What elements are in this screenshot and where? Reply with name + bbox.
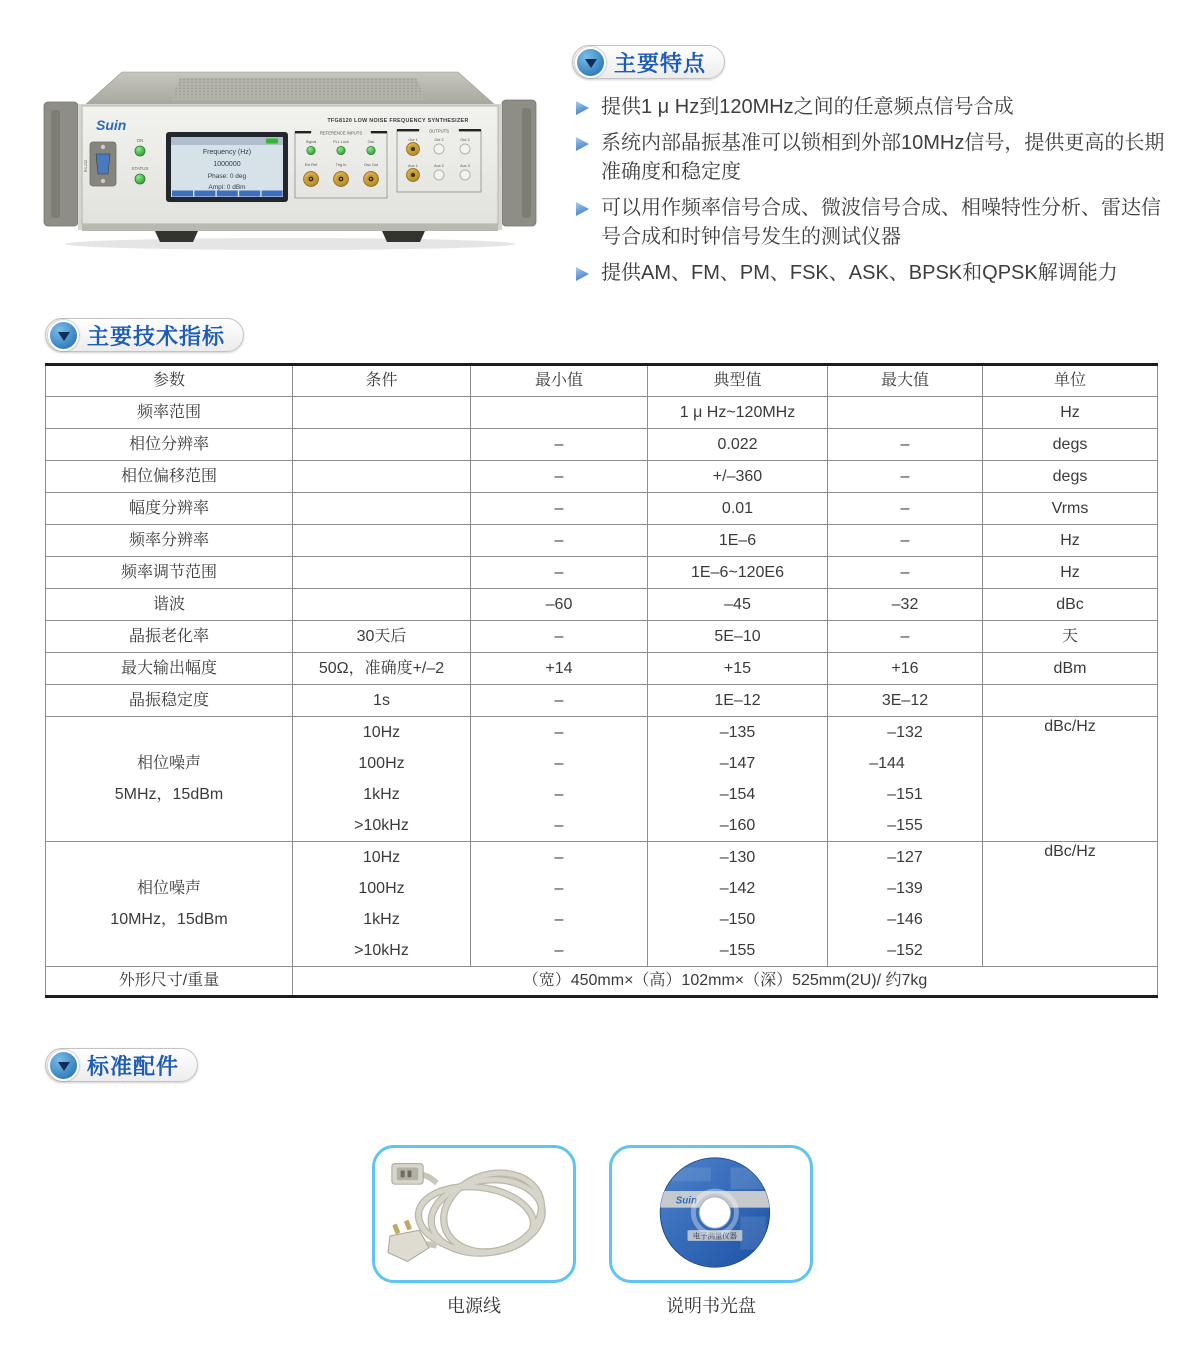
osc-led bbox=[367, 146, 375, 154]
column-header: 最小值 bbox=[471, 365, 648, 397]
aux3-connector[interactable] bbox=[460, 170, 470, 180]
device-shadow bbox=[65, 238, 515, 250]
bullet-triangle-icon bbox=[576, 267, 589, 281]
cell: 相位分辨率 bbox=[46, 429, 293, 461]
features-heading: 主要特点 bbox=[614, 50, 707, 76]
dimensions-row bbox=[46, 967, 1158, 997]
cell: 频率调节范围 bbox=[46, 557, 293, 589]
specs-heading-badge bbox=[45, 318, 244, 352]
accessory-label: 说明书光盘 bbox=[666, 1296, 756, 1316]
accessory-power-cable bbox=[372, 1145, 576, 1318]
model-title: TFG8120 LOW NOISE FREQUENCY SYNTHESIZER bbox=[327, 118, 469, 124]
aux3-label: Aux 3 bbox=[460, 164, 470, 168]
cell: 1 μ Hz~120MHz bbox=[648, 397, 828, 429]
feature-item bbox=[572, 93, 1172, 122]
feature-text: 提供1 μ Hz到120MHz之间的任意频点信号合成 bbox=[601, 96, 1014, 118]
cell: –60 bbox=[471, 589, 648, 621]
accessory-manual-cd bbox=[609, 1145, 813, 1318]
reference-inputs-label: REFERENCE INPUTS bbox=[319, 130, 363, 136]
cell: – – – – bbox=[471, 842, 648, 967]
signal-led bbox=[307, 146, 315, 154]
cell: dBc/Hz bbox=[983, 842, 1158, 967]
feature-item bbox=[572, 259, 1172, 288]
accessory-label: 电源线 bbox=[447, 1296, 501, 1316]
section-arrow-icon bbox=[575, 47, 606, 78]
cell: 0.022 bbox=[648, 429, 828, 461]
bullet-triangle-icon bbox=[576, 202, 589, 216]
rs232-label: RS-232 bbox=[84, 159, 88, 173]
outputs-label: OUTPUTS bbox=[428, 128, 450, 134]
cell: Vrms bbox=[983, 493, 1158, 525]
table-row bbox=[46, 557, 1158, 589]
aux2-connector[interactable] bbox=[434, 170, 444, 180]
column-header: 条件 bbox=[293, 365, 471, 397]
ext-ref-label: Ext Ref bbox=[304, 163, 318, 167]
out1-connector[interactable] bbox=[407, 143, 420, 156]
ext-ref-connector[interactable] bbox=[304, 172, 319, 187]
cell: 晶振老化率 bbox=[46, 621, 293, 653]
cell bbox=[828, 397, 983, 429]
specs-heading: 主要技术指标 bbox=[87, 323, 226, 349]
features-section bbox=[572, 45, 1172, 295]
osc-led-label: Osc bbox=[367, 140, 375, 144]
cell: （宽）450mm×（高）102mm×（深）525mm(2U)/ 约7kg bbox=[293, 967, 1158, 997]
iec-connector bbox=[392, 1164, 423, 1185]
osc-out-connector[interactable] bbox=[364, 172, 379, 187]
screen-line4: Ampl: 0 dBm bbox=[208, 184, 246, 191]
pll-lock-led bbox=[337, 146, 345, 154]
bullet-triangle-icon bbox=[576, 101, 589, 115]
cell: Hz bbox=[983, 557, 1158, 589]
status-led-label: STATUS bbox=[131, 166, 149, 171]
column-header: 参数 bbox=[46, 365, 293, 397]
phase-noise-row-10mhz bbox=[46, 842, 1158, 967]
feature-text: 系统内部晶振基准可以锁相到外部10MHz信号，提供更高的长期准确度和稳定度 bbox=[601, 132, 1165, 183]
feature-item bbox=[572, 129, 1172, 187]
cell: – bbox=[471, 685, 648, 717]
cd-text: 电子测量仪器 bbox=[692, 1231, 737, 1241]
cell: – bbox=[471, 493, 648, 525]
brand-logo: Suin bbox=[96, 117, 127, 133]
cell: –135 –147 –154 –160 bbox=[648, 717, 828, 842]
out1-label: Out 1 bbox=[408, 138, 418, 142]
cell: 10Hz 100Hz 1kHz >10kHz bbox=[293, 717, 471, 842]
table-row bbox=[46, 429, 1158, 461]
cell: +14 bbox=[471, 653, 648, 685]
aux1-connector[interactable] bbox=[407, 169, 420, 182]
column-header: 单位 bbox=[983, 365, 1158, 397]
feature-text: 可以用作频率信号合成、微波信号合成、相噪特性分析、雷达信号合成和时钟信号发生的测试仪器 bbox=[601, 197, 1161, 248]
cell: – bbox=[471, 461, 648, 493]
cd-disc bbox=[660, 1158, 770, 1268]
screen-line2: 1000000 bbox=[213, 161, 241, 168]
cell: – bbox=[828, 557, 983, 589]
accessories-heading: 标准配件 bbox=[87, 1053, 180, 1079]
aux1-label: Aux 1 bbox=[408, 164, 418, 168]
cell: 30天后 bbox=[293, 621, 471, 653]
cell bbox=[293, 493, 471, 525]
cell bbox=[293, 589, 471, 621]
cell: Hz bbox=[983, 525, 1158, 557]
screen-line3: Phase: 0 deg bbox=[207, 173, 247, 180]
cell: +16 bbox=[828, 653, 983, 685]
cell: 50Ω，准确度+/–2 bbox=[293, 653, 471, 685]
rack-ear-left bbox=[44, 102, 78, 226]
device-foot bbox=[155, 231, 198, 242]
feature-item bbox=[572, 194, 1172, 252]
cell: 1E–6 bbox=[648, 525, 828, 557]
cell: dBc/Hz bbox=[983, 717, 1158, 842]
feature-list bbox=[572, 93, 1172, 288]
device-base bbox=[82, 224, 498, 231]
table-row bbox=[46, 461, 1158, 493]
softkey-row[interactable] bbox=[172, 191, 283, 197]
cell: dBm bbox=[983, 653, 1158, 685]
cell bbox=[293, 557, 471, 589]
cell: +/–360 bbox=[648, 461, 828, 493]
accessories-row bbox=[372, 1145, 813, 1318]
table-row bbox=[46, 397, 1158, 429]
cell: degs bbox=[983, 461, 1158, 493]
out3-connector[interactable] bbox=[460, 144, 470, 154]
cell: +15 bbox=[648, 653, 828, 685]
cell: 最大输出幅度 bbox=[46, 653, 293, 685]
cell: 相位偏移范围 bbox=[46, 461, 293, 493]
pll-lock-led-label: PLL Lock bbox=[333, 140, 349, 144]
accessories-section bbox=[45, 1048, 1157, 1328]
cell: – bbox=[828, 493, 983, 525]
bullet-triangle-icon bbox=[576, 137, 589, 151]
power-led-label: ON bbox=[136, 138, 144, 143]
cell: Hz bbox=[983, 397, 1158, 429]
table-row bbox=[46, 493, 1158, 525]
trig-in-label: Trig In bbox=[335, 163, 347, 167]
cell: 频率范围 bbox=[46, 397, 293, 429]
signal-led-label: Signal bbox=[305, 140, 317, 144]
table-row bbox=[46, 525, 1158, 557]
features-heading-badge bbox=[572, 45, 725, 79]
manual-cd-image bbox=[609, 1145, 813, 1283]
osc-out-label: Osc Out bbox=[364, 163, 378, 167]
battery-icon bbox=[266, 139, 278, 144]
cell: 频率分辨率 bbox=[46, 525, 293, 557]
aux2-label: Aux 2 bbox=[434, 164, 444, 168]
instrument-photo bbox=[30, 42, 550, 257]
cell: – bbox=[471, 525, 648, 557]
column-header: 典型值 bbox=[648, 365, 828, 397]
cd-center-hole bbox=[699, 1197, 730, 1228]
cell: degs bbox=[983, 429, 1158, 461]
cell bbox=[293, 429, 471, 461]
device-top-lid bbox=[84, 72, 496, 106]
specs-section bbox=[45, 318, 1157, 998]
section-arrow-icon bbox=[48, 1050, 79, 1081]
cell: – bbox=[471, 621, 648, 653]
cell: 外形尺寸/重量 bbox=[46, 967, 293, 997]
out2-connector[interactable] bbox=[434, 144, 444, 154]
column-header: 最大值 bbox=[828, 365, 983, 397]
cell: – bbox=[828, 621, 983, 653]
table-row bbox=[46, 621, 1158, 653]
cell: dBc bbox=[983, 589, 1158, 621]
table-header-row bbox=[46, 365, 1158, 397]
cell bbox=[983, 685, 1158, 717]
cell bbox=[293, 461, 471, 493]
cell: 1E–12 bbox=[648, 685, 828, 717]
cell: –132 –144 –151 –155 bbox=[828, 717, 983, 842]
cell: – bbox=[471, 557, 648, 589]
rack-ear-right bbox=[502, 100, 536, 226]
spec-table bbox=[45, 363, 1158, 998]
cell: – bbox=[828, 525, 983, 557]
cell: 天 bbox=[983, 621, 1158, 653]
cell bbox=[471, 397, 648, 429]
cell: – bbox=[828, 429, 983, 461]
cell: 3E–12 bbox=[828, 685, 983, 717]
table-row bbox=[46, 653, 1158, 685]
trig-in-connector[interactable] bbox=[334, 172, 349, 187]
cell: 幅度分辨率 bbox=[46, 493, 293, 525]
table-row bbox=[46, 589, 1158, 621]
power-cable-image bbox=[372, 1145, 576, 1283]
section-arrow-icon bbox=[48, 320, 79, 351]
cell: –127 –139 –146 –152 bbox=[828, 842, 983, 967]
cell: – bbox=[828, 461, 983, 493]
feature-text: 提供AM、FM、PM、FSK、ASK、BPSK和QPSK解调能力 bbox=[601, 262, 1118, 284]
device-foot bbox=[382, 231, 425, 242]
table-row bbox=[46, 685, 1158, 717]
cell: 10Hz 100Hz 1kHz >10kHz bbox=[293, 842, 471, 967]
cell: 1E–6~120E6 bbox=[648, 557, 828, 589]
cell: 晶振稳定度 bbox=[46, 685, 293, 717]
cell: – – – – bbox=[471, 717, 648, 842]
cell: 谐波 bbox=[46, 589, 293, 621]
cd-brand-logo: Suin bbox=[675, 1195, 697, 1207]
cell bbox=[293, 525, 471, 557]
phase-noise-row-5mhz bbox=[46, 717, 1158, 842]
cell: –32 bbox=[828, 589, 983, 621]
vent-grille bbox=[171, 78, 426, 100]
screen-line1: Frequency (Hz) bbox=[202, 149, 252, 156]
out3-label: Out 3 bbox=[460, 138, 470, 142]
cell: 0.01 bbox=[648, 493, 828, 525]
out2-label: Out 2 bbox=[434, 138, 444, 142]
cell: 1s bbox=[293, 685, 471, 717]
accessories-heading-badge bbox=[45, 1048, 198, 1082]
device-screen bbox=[166, 132, 288, 202]
cell: –130 –142 –150 –155 bbox=[648, 842, 828, 967]
cell: 相位噪声 10MHz，15dBm bbox=[46, 842, 293, 967]
cell: 5E–10 bbox=[648, 621, 828, 653]
cell bbox=[293, 397, 471, 429]
cell: 相位噪声 5MHz，15dBm bbox=[46, 717, 293, 842]
cell: – bbox=[471, 429, 648, 461]
cell: –45 bbox=[648, 589, 828, 621]
